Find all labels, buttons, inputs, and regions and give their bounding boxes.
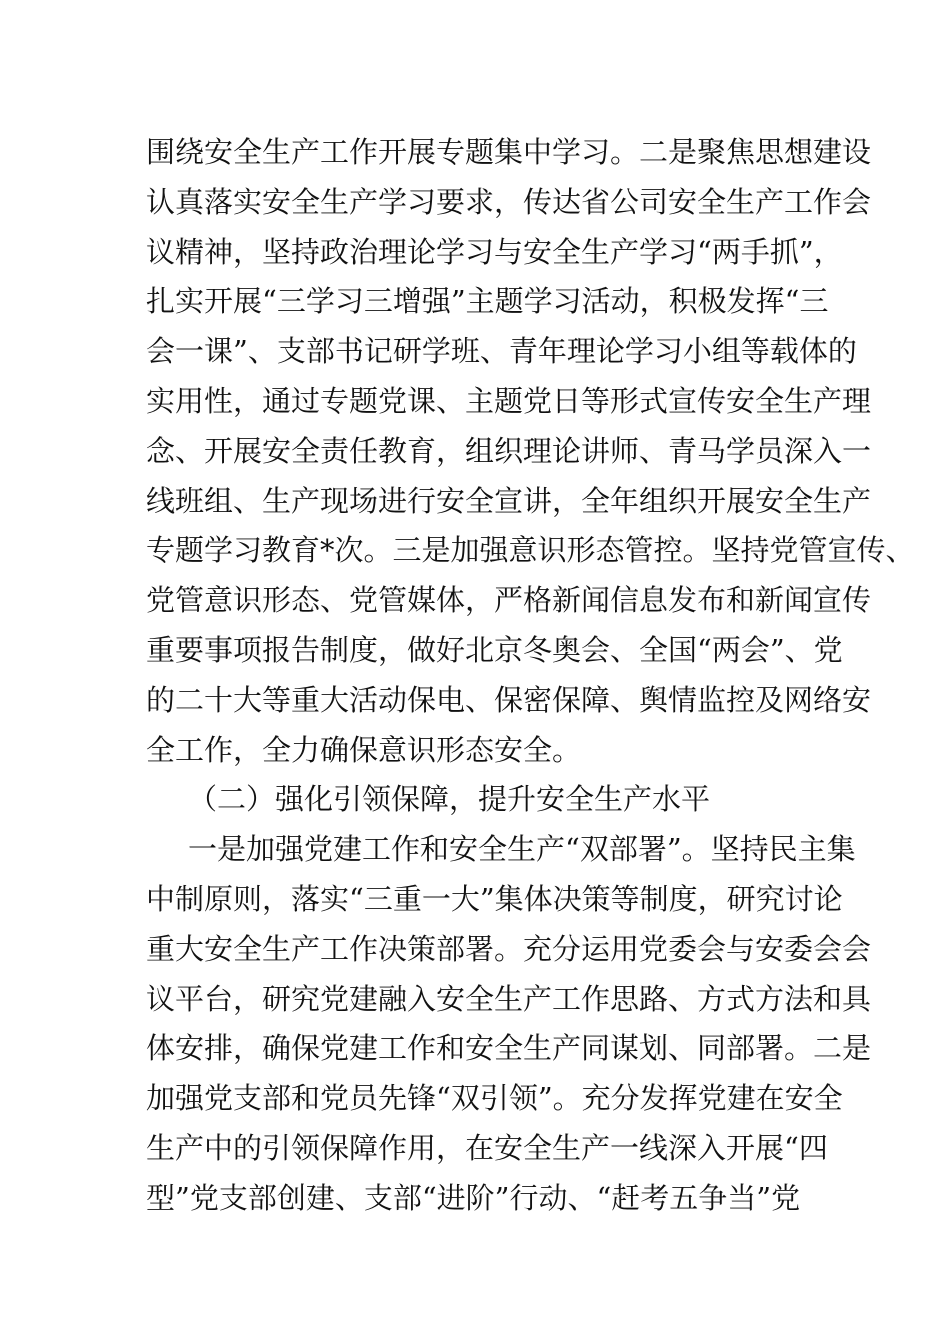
body-text [146,128,915,1224]
text-line: 加强党支部和党员先锋“双引领”。充分发挥党建在安全 [146,1081,843,1116]
section-heading: （二）强化引领保障，提升安全生产水平 [188,782,711,817]
text-line: 线班组、生产现场进行安全宣讲，全年组织开展安全生产 [146,483,872,518]
text-line: 生产中的引领保障作用，在安全生产一线深入开展“四 [146,1130,828,1165]
text-line: 一是加强党建工作和安全生产“双部署”。坚持民主集 [188,832,856,867]
text-line: 型”党支部创建、支部“进阶”行动、“赶考五争当”党 [146,1180,801,1215]
text-line: 的二十大等重大活动保电、保密保障、舆情监控及网络安 [146,682,872,717]
text-line: 认真落实安全生产学习要求，传达省公司安全生产工作会 [146,184,872,219]
text-line: 念、开展安全责任教育，组织理论讲师、青马学员深入一 [146,433,872,468]
text-line: 会一课”、支部书记研学班、青年理论学习小组等载体的 [146,334,857,369]
text-line: 党管意识形态、党管媒体，严格新闻信息发布和新闻宣传 [146,583,872,618]
text-line: 围绕安全生产工作开展专题集中学习。二是聚焦思想建设 [146,135,872,169]
text-line: 重大安全生产工作决策部署。充分运用党委会与安委会会 [146,931,872,966]
text-line: 全工作，全力确保意识形态安全。 [146,732,582,767]
text-line: 实用性，通过专题党课、主题党日等形式宣传安全生产理 [146,383,872,418]
text-line: 议精神，坚持政治理论学习与安全生产学习“两手抓”， [146,234,843,269]
text-line: 议平台，研究党建融入安全生产工作思路、方式方法和具 [146,981,872,1016]
text-line: 重要事项报告制度，做好北京冬奥会、全国“两会”、党 [146,632,843,667]
text-line: 扎实开展“三学习三增强”主题学习活动，积极发挥“三 [146,284,829,319]
text-line: 体安排，确保党建工作和安全生产同谋划、同部署。二是 [146,1031,872,1066]
text-line: 专题学习教育*次。三是加强意识形态管控。坚持党管宣传、 [146,533,915,568]
text-line: 中制原则，落实“三重一大”集体决策等制度，研究讨论 [146,881,843,916]
